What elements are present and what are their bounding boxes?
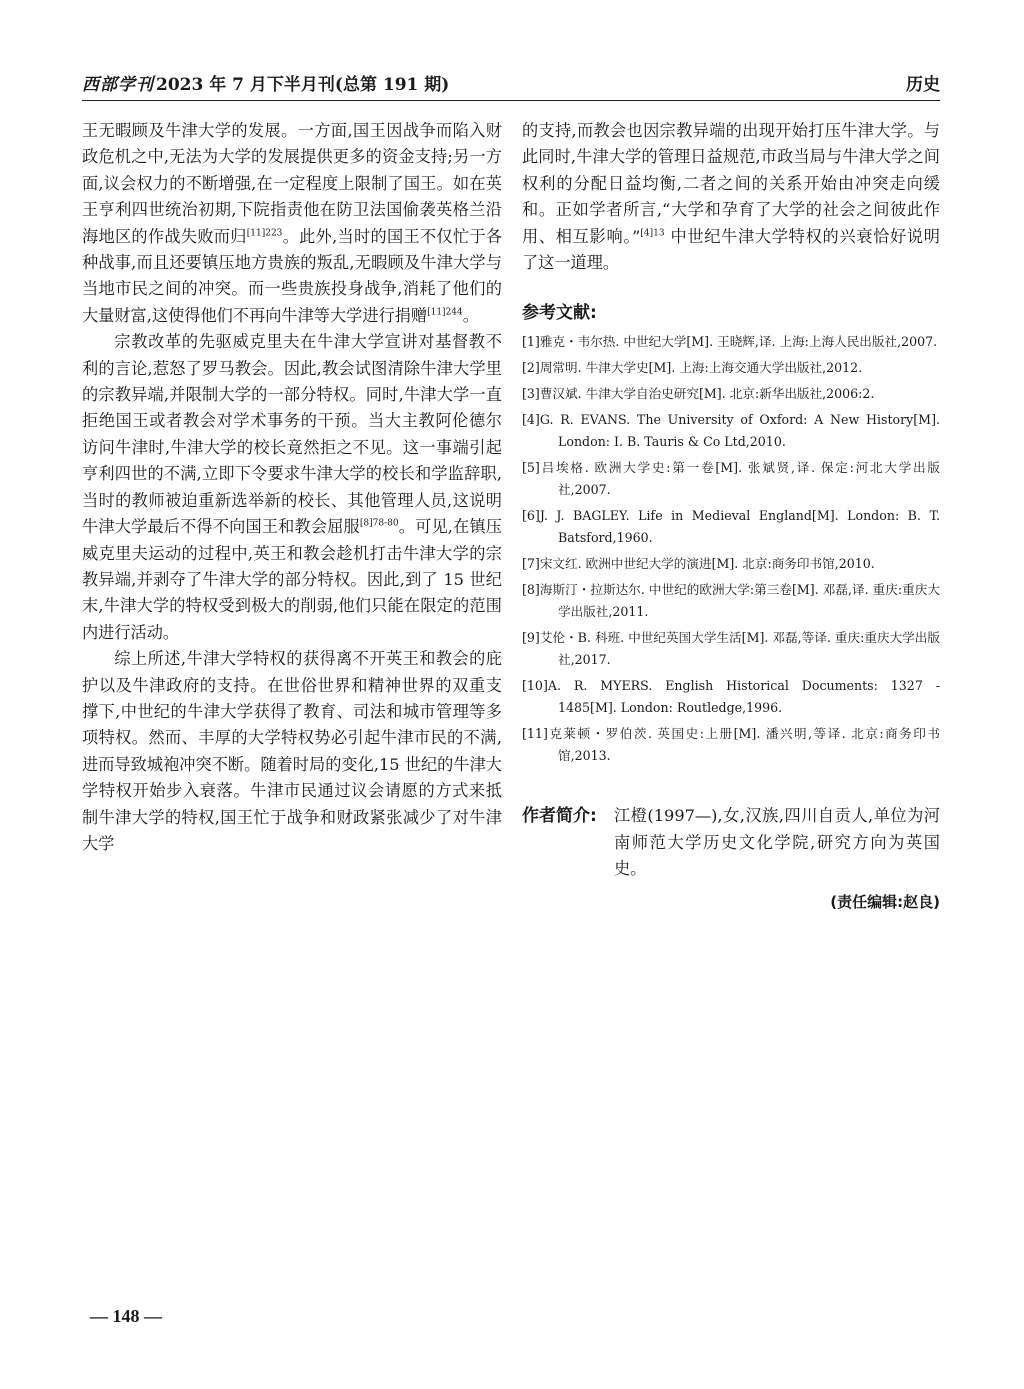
- citation-mark: [11]244: [427, 307, 463, 318]
- citation-mark: [4]13: [640, 228, 665, 239]
- references-title: 参考文献:: [522, 303, 597, 324]
- reference-list: [522, 331, 940, 767]
- reference-item: [6]J. J. BAGLEY. Life in Medieval England[M]. London: B. T. Batsford,1960.: [522, 508, 940, 546]
- running-header: [82, 70, 940, 98]
- reference-item: [5]吕埃格. 欧洲大学史:第一卷[M]. 张斌贤,译. 保定:河北大学出版社,2007.: [522, 460, 940, 498]
- paragraph-text: 。可见,在镇压威克里夫运动的过程中,英王和教会趁机打击牛津大学的宗教异端,并剥夺了牛津大学的部分特权。因此,到了 15 世纪末,牛津大学的特权受到极大的削弱,他们只能在限定的范围内进行活动。: [82, 517, 502, 642]
- body-text-right: [522, 118, 940, 276]
- reference-item: [8]海斯汀・拉斯达尔. 中世纪的欧洲大学:第三卷[M]. 邓磊,译. 重庆:重庆大学出版社,2011.: [522, 582, 940, 620]
- author-bio-label: 作者简介:: [522, 806, 597, 827]
- citation-mark: [8]78-80: [359, 518, 399, 529]
- responsible-editor: (责任编辑:赵良): [830, 892, 940, 911]
- author-bio-text: 江橙(1997—),女,汉族,四川自贡人,单位为河南师范大学历史文化学院,研究方向为英国史。: [614, 806, 940, 879]
- citation-mark: [11]223: [246, 228, 283, 239]
- paragraph-p4: [522, 118, 940, 276]
- paragraph-text: 综上所述,牛津大学特权的获得离不开英王和教会的庇护以及牛津政府的支持。在世俗世界和精神世界的双重支撑下,中世纪的牛津大学获得了教育、司法和城市管理等多项特权。然而、丰厚的大学特权势必引起牛津市民的不满,进而导致城袍冲突不断。随着时局的变化,15 世纪的牛津大学特权开始步入衰落。牛津市民通过议会请愿的方式来抵制牛津大学的特权,国王忙于战争和财政紧张减少了对牛津大学: [82, 649, 502, 853]
- reference-item: [4]G. R. EVANS. The University of Oxford: A New History[M]. London: I. B. Tauris & Co Ltd,2010.: [522, 412, 940, 450]
- journal-title: [82, 70, 449, 95]
- right-column: [522, 118, 940, 912]
- paragraph-p2: [82, 329, 502, 646]
- paragraph-text: 王无暇顾及牛津大学的发展。一方面,国王因战争而陷入财政危机之中,无法为大学的发展提供更多的资金支持;另一方面,议会权力的不断增强,在一定程度上限制了国王。如在英王亨利四世统治初期,下院指责他在防卫法国偷袭英格兰沿海地区的作战失败而归: [82, 121, 502, 246]
- reference-item: [2]周常明. 牛津大学史[M]. 上海:上海交通大学出版社,2012.: [522, 360, 863, 376]
- paragraph-p3: [82, 646, 502, 857]
- header-rule: [82, 100, 940, 101]
- section-label: 历史: [906, 75, 940, 95]
- left-column: [82, 118, 502, 857]
- reference-item: [11]克莱顿・罗伯茨. 英国史:上册[M]. 潘兴明,等译. 北京:商务印书馆,2013.: [522, 726, 940, 764]
- body-text-left: [82, 118, 502, 857]
- journal-logo: 西部学刊: [82, 75, 154, 95]
- author-bio: [522, 803, 940, 882]
- reference-item: [10]A. R. MYERS. English Historical Documents: 1327 - 1485[M]. London: Routledge,1996.: [522, 678, 940, 716]
- paragraph-text: 的支持,而教会也因宗教异端的出现开始打压牛津大学。与此同时,牛津大学的管理日益规范,市政当局与牛津大学之间权利的分配日益均衡,二者之间的关系开始由冲突走向缓和。正如学者所言,“大学和孕育了大学的社会之间彼此作用、相互影响。”: [522, 121, 940, 246]
- paragraph-text: 宗教改革的先驱威克里夫在牛津大学宣讲对基督教不利的言论,惹怒了罗马教会。因此,教会试图清除牛津大学里的宗教异端,并限制大学的一部分特权。同时,牛津大学一直拒绝国王或者教会对学术事务的干预。当大主教阿伦德尔访问牛津时,牛津大学的校长竟然拒之不见。这一事端引起亨利四世的不满,立即下令要求牛津大学的校长和学监辞职,当时的教师被迫重新选举新的校长、其他管理人员,这说明牛津大学最后不得不向国王和教会屈服: [82, 332, 502, 537]
- page-number: — 148 —: [90, 1306, 162, 1326]
- paragraph-p1: [82, 118, 502, 329]
- paragraph-text: 中世纪牛津大学特权的兴衰恰好说明了这一道理。: [522, 226, 940, 273]
- paragraph-text: 。: [462, 305, 479, 325]
- issue-info: 2023 年 7 月下半月刊(总第 191 期): [156, 75, 450, 95]
- reference-item: [3]曹汉斌. 牛津大学自治史研究[M]. 北京:新华出版社,2006:2.: [522, 386, 875, 402]
- reference-item: [1]雅克・韦尔热. 中世纪大学[M]. 王晓辉,译. 上海:上海人民出版社,2007.: [522, 334, 938, 350]
- paragraph-text: 。此外,当时的国王不仅忙于各种战事,而且还要镇压地方贵族的叛乱,无暇顾及牛津大学与当地市民之间的冲突。而一些贵族投身战争,消耗了他们的大量财富,这使得他们不再向牛津等大学进行捐赠: [82, 226, 502, 325]
- reference-item: [9]艾伦・B. 科班. 中世纪英国大学生活[M]. 邓磊,等译. 重庆:重庆大学出版社,2017.: [522, 630, 940, 668]
- reference-item: [7]宋文红. 欧洲中世纪大学的演进[M]. 北京:商务印书馆,2010.: [522, 556, 875, 572]
